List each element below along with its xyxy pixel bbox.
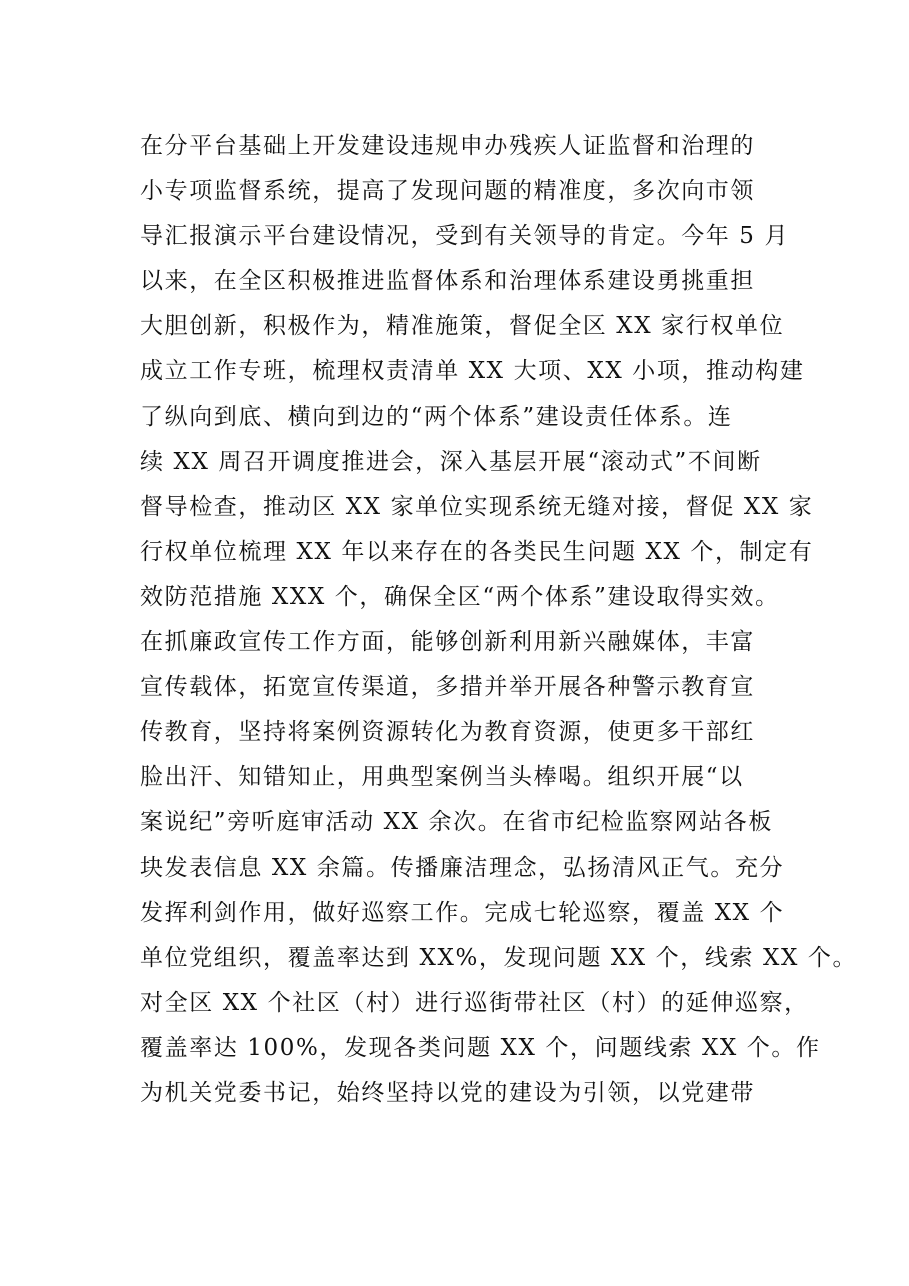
text-line: 小专项监督系统，提高了发现问题的精准度，多次向市领 bbox=[140, 178, 755, 205]
text-line: 续 XX 周召开调度推进会，深入基层开展“滚动式”不间断 bbox=[140, 448, 762, 475]
text-line: 了纵向到底、横向到边的“两个体系”建设责任体系。连 bbox=[140, 403, 733, 430]
text-line: 为机关党委书记，始终坚持以党的建设为引领，以党建带 bbox=[140, 1079, 755, 1106]
text-line: 对全区 XX 个社区（村）进行巡街带社区（村）的延伸巡察， bbox=[140, 989, 809, 1016]
text-line: 发挥利剑作用，做好巡察工作。完成七轮巡察，覆盖 XX 个 bbox=[140, 899, 785, 926]
text-line: 成立工作专班，梳理权责清单 XX 大项、XX 小项，推动构建 bbox=[140, 358, 805, 385]
text-line: 块发表信息 XX 余篇。传播廉洁理念，弘扬清风正气。充分 bbox=[140, 854, 785, 881]
text-line: 覆盖率达 100%，发现各类问题 XX 个，问题线索 XX 个。作 bbox=[140, 1034, 821, 1061]
text-line: 大胆创新，积极作为，精准施策，督促全区 XX 家行权单位 bbox=[140, 313, 785, 340]
text-line: 传教育，坚持将案例资源转化为教育资源，使更多干部红 bbox=[140, 719, 755, 746]
text-line: 在分平台基础上开发建设违规申办残疾人证监督和治理的 bbox=[140, 133, 755, 159]
text-line: 以来，在全区积极推进监督体系和治理体系建设勇挑重担 bbox=[140, 268, 755, 295]
text-line: 在抓廉政宣传工作方面，能够创新利用新兴融媒体，丰富 bbox=[140, 629, 755, 656]
text-line: 效防范措施 XXX 个，确保全区“两个体系”建设取得实效。 bbox=[140, 583, 780, 610]
body-text bbox=[140, 124, 858, 1116]
text-line: 案说纪”旁听庭审活动 XX 余次。在省市纪检监察网站各板 bbox=[140, 809, 773, 836]
text-line: 导汇报演示平台建设情况，受到有关领导的肯定。今年 5 月 bbox=[140, 223, 790, 250]
text-line: 督导检查，推动区 XX 家单位实现系统无缝对接，督促 XX 家 bbox=[140, 493, 814, 520]
text-line: 行权单位梳理 XX 年以来存在的各类民生问题 XX 个，制定有 bbox=[140, 538, 814, 565]
text-line: 单位党组织，覆盖率达到 XX%，发现问题 XX 个，线索 XX 个。 bbox=[140, 944, 858, 971]
text-line: 宣传载体，拓宽宣传渠道，多措并举开展各种警示教育宣 bbox=[140, 674, 755, 701]
text-line: 脸出汗、知错知止，用典型案例当头棒喝。组织开展“以 bbox=[140, 764, 744, 791]
